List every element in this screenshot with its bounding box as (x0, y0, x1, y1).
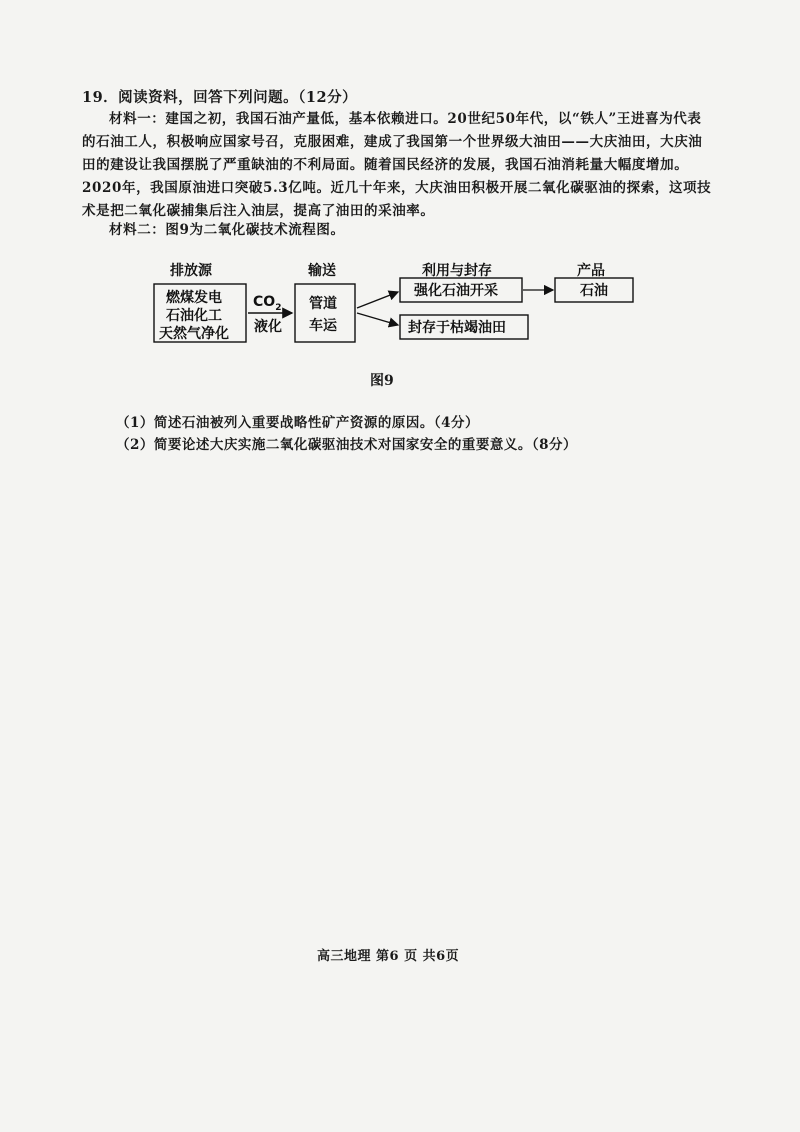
header-source: 排放源 (170, 263, 212, 279)
source-item-coal: 燃煤发电 (166, 290, 222, 306)
header-product: 产品 (577, 263, 605, 279)
arrow-to-eor (357, 292, 398, 308)
flow-diagram-svg (150, 258, 650, 358)
page-footer: 高三地理 第6 页 共6页 (317, 949, 460, 964)
source-item-petrochem: 石油化工 (166, 308, 222, 324)
material-1-text: 建国之初，我国石油产量低，基本依赖进口。20世纪50年代，以“铁人”王进喜为代表的石油工人，积极响应国家号召，克服困难，建成了我国第一个世界级大油田——大庆油田，大庆油田的建设让我国摆脱了严重缺油的不利局面。随着国民经济的发展，我国石油消耗量大幅度增加。2020年，我国原油进口突破5.3亿吨。近几十年来，大庆油田积极开展二氧化碳驱油的探索，这项技术是把二氧化碳捕集后注入油层，提高了油田的采油率。 (82, 111, 712, 219)
header-transport: 输送 (308, 263, 336, 279)
material-1-label: 材料一： (109, 111, 166, 127)
source-item-gas: 天然气净化 (159, 326, 229, 342)
co2-flow-diagram (150, 258, 650, 358)
product-label: 石油 (580, 283, 608, 299)
sub-question-2: （2）简要论述大庆实施二氧化碳驱油技术对国家安全的重要意义。（8分） (116, 437, 578, 453)
sub-question-1: （1）简述石油被列入重要战略性矿产资源的原因。（4分） (116, 415, 480, 431)
figure-caption: 图9 (370, 373, 394, 389)
question-title: 19．阅读资料，回答下列问题。（12分） (82, 89, 358, 106)
storage-label: 封存于枯竭油田 (408, 320, 506, 336)
material-2-paragraph: 材料二：图9为二氧化碳技术流程图。 (109, 222, 345, 238)
liquefy-label: 液化 (254, 319, 282, 335)
co2-label: $CO_2$ (253, 294, 282, 313)
transport-item-truck: 车运 (309, 318, 337, 334)
transport-item-pipe: 管道 (309, 296, 337, 312)
material-1-paragraph (82, 108, 712, 223)
header-use: 利用与封存 (422, 263, 492, 279)
arrow-to-storage (357, 313, 398, 325)
eor-label: 强化石油开采 (414, 283, 498, 299)
